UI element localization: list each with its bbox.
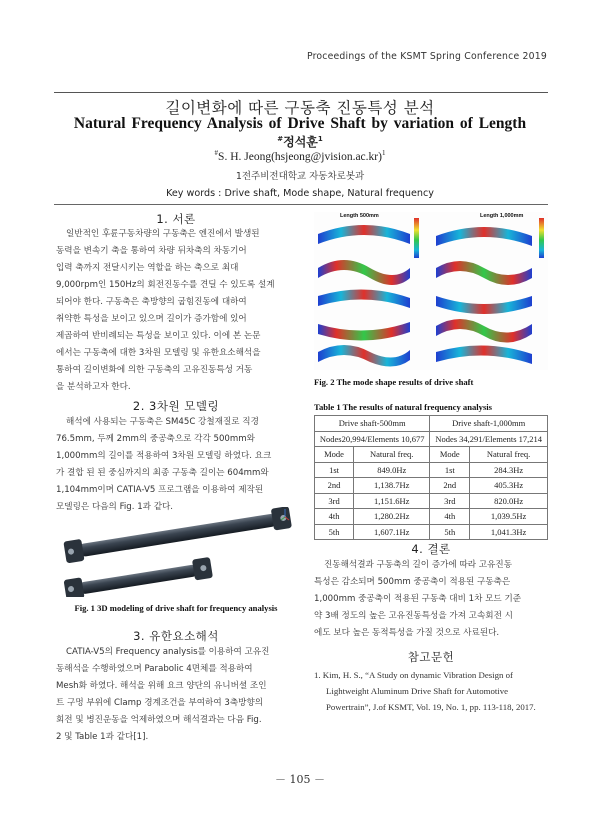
affiliation: 1전주비전대학교 자동차로봇과	[235, 171, 365, 182]
col-header: Mode	[315, 447, 354, 463]
reference-item: 1. Kim, H. S., “A Study on dynamic Vibration Design of Lightweight Aluminum Drive Shaft for Automotive Powertrain”, J.of KSMT, Vol. 19, No. 1, pp. 113-118, 2017.	[314, 670, 536, 712]
fem-line: Mesh화 하였다. 해석을 위해 요크 양단의 유니버셜 조인	[56, 681, 267, 691]
table-cell: 1,607.1Hz	[354, 524, 430, 540]
modeling-line: 가 결합 된 된 중심까지의 최종 구동축 길이는 604mm와	[56, 468, 269, 478]
table-nodes-row	[315, 431, 548, 447]
affiliation-mark-en: 1	[381, 149, 386, 158]
table-cell: 4th	[430, 509, 470, 525]
table-cell: 1st	[315, 462, 354, 478]
fem-heading: 3. 유한요소해석	[133, 629, 219, 643]
table-cell: 1,280.2Hz	[354, 509, 430, 525]
intro-line: 취약한 특성을 보이고 있으며 길이가 증가함에 있어	[56, 314, 247, 324]
table-cell: 405.3Hz	[470, 478, 548, 494]
intro-line: 을 분석하고자 한다.	[56, 382, 131, 392]
corresponding-mark-en: #	[214, 149, 219, 158]
fig2-label-1000mm: Length 1,000mm	[480, 213, 524, 219]
table-cell: 4th	[315, 509, 354, 525]
table-row	[315, 509, 548, 525]
table-row	[315, 462, 548, 478]
table-group-header-row	[315, 416, 548, 432]
table-cell: 1,138.7Hz	[354, 478, 430, 494]
table-cell: 5th	[430, 524, 470, 540]
modeling-line: 1,104mm이며 CATIA-V5 프로그램을 이용하여 제작된	[56, 485, 264, 495]
conclusion-line: 에도 보다 높은 동적특성을 가질 것으로 사료된다.	[314, 628, 500, 638]
title-english: Natural Frequency Analysis of Drive Shaft by variation of Length	[73, 115, 527, 132]
group-header-500mm: Drive shaft-500mm	[315, 416, 430, 432]
intro-line: 입력 축까지 전달시키는 역할을 하는 축으로 최대	[56, 263, 239, 273]
intro-line: 동력을 변속기 축을 통하여 차량 뒤차축의 차동기어	[56, 246, 247, 256]
mode-shapes-1000mm	[436, 227, 532, 364]
fig2-mode-shape-image	[314, 212, 548, 370]
fig2-caption: Fig. 2 The mode shape results of drive shaft	[314, 377, 474, 387]
intro-line: 제곱하여 반비례되는 특성을 보이고 있다. 이에 본 논문	[56, 331, 261, 341]
author-english-name: S. H. Jeong(hsjeong@jvision.ac.kr)	[218, 151, 382, 163]
keywords: Key words : Drive shaft, Mode shape, Natural frequency	[166, 188, 434, 199]
table-row	[315, 493, 548, 509]
conclusion-line: 약 3배 정도의 높은 고유진동특성을 가져 고속회전 시	[314, 611, 513, 621]
col-header: Natural freq.	[354, 447, 430, 463]
table-cell: 849.0Hz	[354, 462, 430, 478]
table-column-header-row	[315, 447, 548, 463]
intro-paragraph	[56, 226, 296, 396]
intro-line: 일반적인 후륜구동차량의 구동축은 엔진에서 발생된	[66, 229, 260, 239]
fem-line: CATIA-V5의 Frequency analysis를 이용하여 고유진	[66, 647, 270, 657]
modeling-line: 모델링은 다음의 Fig. 1과 같다.	[56, 502, 174, 512]
conclusion-heading: 4. 결론	[411, 542, 451, 556]
conclusion-line: 특성은 감소되며 500mm 중공축이 적용된 구동축은	[314, 577, 511, 587]
intro-line: 통하여 길이변화에 의한 구동축의 고유진동특성 거동	[56, 365, 253, 375]
intro-line: 되어야 한다. 구동축은 축방향의 굽힘진동에 대하여	[56, 297, 247, 307]
fem-line: 트 구멍 부위에 Clamp 경계조건을 부여하여 3축방향의	[56, 698, 264, 708]
modeling-line: 76.5mm, 두께 2mm의 중공축으로 각각 500mm와	[56, 434, 255, 444]
table1-caption: Table 1 The results of natural frequency analysis	[314, 402, 493, 412]
page-number: － 105 －	[275, 773, 325, 786]
table-cell: 1,041.3Hz	[470, 524, 548, 540]
intro-line: 에서는 구동축에 대한 3차원 모델링 및 유한요소해석을	[56, 348, 261, 358]
table-row	[315, 524, 548, 540]
title-korean: 길이변화에 따른 구동축 진동특성 분석	[165, 99, 435, 117]
fem-line: 회전 및 병진운동을 억제하였으며 해석결과는 다음 Fig.	[56, 715, 262, 725]
table-cell: 3rd	[315, 493, 354, 509]
col-header: Mode	[430, 447, 470, 463]
intro-line: 9,000rpm인 150Hz의 회전진동수를 견딜 수 있도록 설계	[56, 280, 275, 290]
fig2-label-500mm: Length 500mm	[340, 213, 379, 219]
references-heading: 참고문헌	[407, 650, 455, 664]
conference-header: Proceedings of the KSMT Spring Conference 2019	[306, 51, 547, 62]
modeling-line: 1,000mm의 길이를 적용하여 3차원 모델링 하였다. 요크	[56, 451, 272, 461]
keywords-divider	[54, 204, 548, 205]
author-korean-name: 정석훈	[283, 135, 318, 149]
header-divider	[54, 92, 548, 93]
fem-line: 동해석을 수행하였으며 Parabolic 4면체를 적용하여	[56, 664, 253, 674]
table-cell: 1,039.5Hz	[470, 509, 548, 525]
fig1-caption: Fig. 1 3D modeling of drive shaft for frequency analysis	[74, 603, 278, 613]
color-legend-right	[539, 218, 544, 258]
fem-paragraph	[56, 644, 296, 746]
nodes-500mm: Nodes20,994/Elements 10,677	[315, 431, 430, 447]
author-korean	[0, 133, 600, 150]
author-english	[0, 151, 600, 163]
table-cell: 2nd	[315, 478, 354, 494]
col-header: Natural freq.	[470, 447, 548, 463]
group-header-1000mm: Drive shaft-1,000mm	[430, 416, 548, 432]
modeling-paragraph	[56, 414, 296, 516]
corresponding-mark: #	[277, 135, 284, 143]
table-cell: 2nd	[430, 478, 470, 494]
intro-heading: 1. 서론	[156, 212, 196, 226]
shaft-1000mm-model	[63, 507, 292, 563]
nodes-1000mm: Nodes 34,291/Elements 17,214	[430, 431, 548, 447]
affiliation-mark: 1	[317, 135, 323, 143]
conclusion-paragraph	[314, 557, 548, 642]
table-cell: 5th	[315, 524, 354, 540]
table-cell: 1st	[430, 462, 470, 478]
color-legend-left	[414, 218, 419, 258]
table-cell: 820.0Hz	[470, 493, 548, 509]
mode-shapes-500mm	[318, 225, 410, 367]
table-cell: 1,151.6Hz	[354, 493, 430, 509]
natural-frequency-table	[314, 415, 548, 540]
fem-line: 2 및 Table 1과 같다[1].	[56, 732, 149, 742]
conclusion-line: 1,000mm 중공축이 적용된 구동축 대비 1차 모드 기준	[314, 594, 522, 604]
table-cell: 3rd	[430, 493, 470, 509]
modeling-heading: 2. 3차원 모델링	[132, 399, 220, 413]
table-row	[315, 478, 548, 494]
fig1-drive-shaft-image	[56, 507, 296, 597]
table-cell: 284.3Hz	[470, 462, 548, 478]
modeling-line: 해석에 사용되는 구동축은 SM45C 강철재질로 직경	[66, 417, 259, 427]
conclusion-line: 진동해석결과 구동축의 길이 증가에 따라 고유진동	[324, 560, 512, 570]
shaft-500mm-model	[64, 557, 213, 597]
